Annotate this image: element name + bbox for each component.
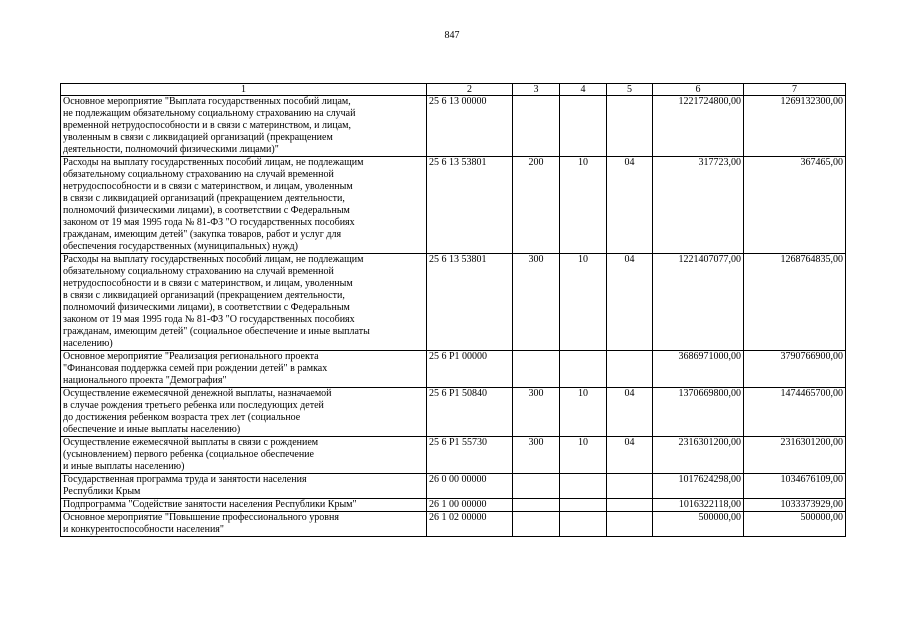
expense-type: 300 (513, 254, 560, 351)
expense-type (513, 499, 560, 512)
amount-year-2: 1269132300,00 (744, 96, 846, 157)
section-code (560, 512, 607, 537)
amount-year-2: 1268764835,00 (744, 254, 846, 351)
subsection-code: 04 (607, 157, 653, 254)
target-article-code: 26 0 00 00000 (427, 474, 513, 499)
subsection-code (607, 512, 653, 537)
amount-year-1: 1016322118,00 (653, 499, 744, 512)
section-code: 10 (560, 437, 607, 474)
target-article-code: 25 6 13 53801 (427, 157, 513, 254)
table-row (61, 512, 846, 537)
row-description: Основное мероприятие "Выплата государственных пособий лицам, не подлежащим обязательному социальному страхованию на случай временной нетрудоспособности и в связи с материнством, и лицам, уволенным в связи с ликвидацией организаций (прекращением деятельности, полномочий физическими лицами)" (61, 96, 427, 157)
amount-year-2: 1034676109,00 (744, 474, 846, 499)
section-code (560, 499, 607, 512)
column-header: 7 (744, 84, 846, 96)
budget-table (60, 83, 846, 537)
column-header: 5 (607, 84, 653, 96)
subsection-code (607, 96, 653, 157)
row-description: Расходы на выплату государственных пособий лицам, не подлежащим обязательному социальному страхованию на случай временной нетрудоспособности и в связи с материнством, и лицам, уволенным в связи с ликвидацией организаций (прекращением деятельности, полномочий физическими лицами), в соответствии с Федеральным законом от 19 мая 1995 года № 81-ФЗ "О государственных пособиях гражданам, имеющим детей" (социальное обеспечение и иные выплаты населению) (61, 254, 427, 351)
table-row (61, 474, 846, 499)
expense-type (513, 96, 560, 157)
table-row (61, 437, 846, 474)
row-description: Подпрограмма "Содействие занятости населения Республики Крым" (61, 499, 427, 512)
subsection-code: 04 (607, 254, 653, 351)
section-code (560, 474, 607, 499)
table-row (61, 96, 846, 157)
column-header: 4 (560, 84, 607, 96)
row-description: Осуществление ежемесячной выплаты в связи с рождением (усыновлением) первого ребенка (социальное обеспечение и иные выплаты населению) (61, 437, 427, 474)
amount-year-1: 1221407077,00 (653, 254, 744, 351)
target-article-code: 26 1 00 00000 (427, 499, 513, 512)
target-article-code: 25 6 13 53801 (427, 254, 513, 351)
section-code: 10 (560, 388, 607, 437)
subsection-code (607, 351, 653, 388)
column-header: 3 (513, 84, 560, 96)
subsection-code (607, 474, 653, 499)
amount-year-1: 2316301200,00 (653, 437, 744, 474)
expense-type (513, 474, 560, 499)
target-article-code: 25 6 13 00000 (427, 96, 513, 157)
expense-type: 200 (513, 157, 560, 254)
section-code (560, 96, 607, 157)
amount-year-1: 317723,00 (653, 157, 744, 254)
amount-year-1: 1221724800,00 (653, 96, 744, 157)
row-description: Осуществление ежемесячной денежной выплаты, назначаемой в случае рождения третьего ребенка или последующих детей до достижения ребенком возраста трех лет (социальное обеспечение и иные выплаты населению) (61, 388, 427, 437)
expense-type: 300 (513, 388, 560, 437)
table-row (61, 254, 846, 351)
amount-year-2: 1474465700,00 (744, 388, 846, 437)
column-header: 6 (653, 84, 744, 96)
table-row (61, 157, 846, 254)
section-code (560, 351, 607, 388)
column-header: 2 (427, 84, 513, 96)
target-article-code: 25 6 P1 55730 (427, 437, 513, 474)
section-code: 10 (560, 157, 607, 254)
row-description: Расходы на выплату государственных пособий лицам, не подлежащим обязательному социальному страхованию на случай временной нетрудоспособности и в связи с материнством, и лицам, уволенным в связи с ликвидацией организаций (прекращением деятельности, полномочий физическими лицами), в соответствии с Федеральным законом от 19 мая 1995 года № 81-ФЗ "О государственных пособиях гражданам, имеющим детей" (закупка товаров, работ и услуг для обеспечения государственных (муниципальных) нужд) (61, 157, 427, 254)
table-row (61, 351, 846, 388)
row-description: Основное мероприятие "Реализация регионального проекта "Финансовая поддержка семей при рождении детей" в рамках национального проекта "Демография" (61, 351, 427, 388)
amount-year-1: 1370669800,00 (653, 388, 744, 437)
target-article-code: 25 6 P1 50840 (427, 388, 513, 437)
page-number: 847 (444, 30, 460, 41)
amount-year-2: 3790766900,00 (744, 351, 846, 388)
amount-year-1: 1017624298,00 (653, 474, 744, 499)
amount-year-2: 1033373929,00 (744, 499, 846, 512)
target-article-code: 26 1 02 00000 (427, 512, 513, 537)
table-row (61, 388, 846, 437)
expense-type (513, 512, 560, 537)
amount-year-2: 367465,00 (744, 157, 846, 254)
target-article-code: 25 6 P1 00000 (427, 351, 513, 388)
subsection-code (607, 499, 653, 512)
amount-year-1: 3686971000,00 (653, 351, 744, 388)
amount-year-1: 500000,00 (653, 512, 744, 537)
row-description: Основное мероприятие "Повышение профессионального уровня и конкурентоспособности населения" (61, 512, 427, 537)
expense-type: 300 (513, 437, 560, 474)
amount-year-2: 2316301200,00 (744, 437, 846, 474)
table-header-row (61, 84, 846, 96)
amount-year-2: 500000,00 (744, 512, 846, 537)
expense-type (513, 351, 560, 388)
column-header: 1 (61, 84, 427, 96)
section-code: 10 (560, 254, 607, 351)
table-row (61, 499, 846, 512)
subsection-code: 04 (607, 388, 653, 437)
subsection-code: 04 (607, 437, 653, 474)
row-description: Государственная программа труда и занятости населения Республики Крым (61, 474, 427, 499)
